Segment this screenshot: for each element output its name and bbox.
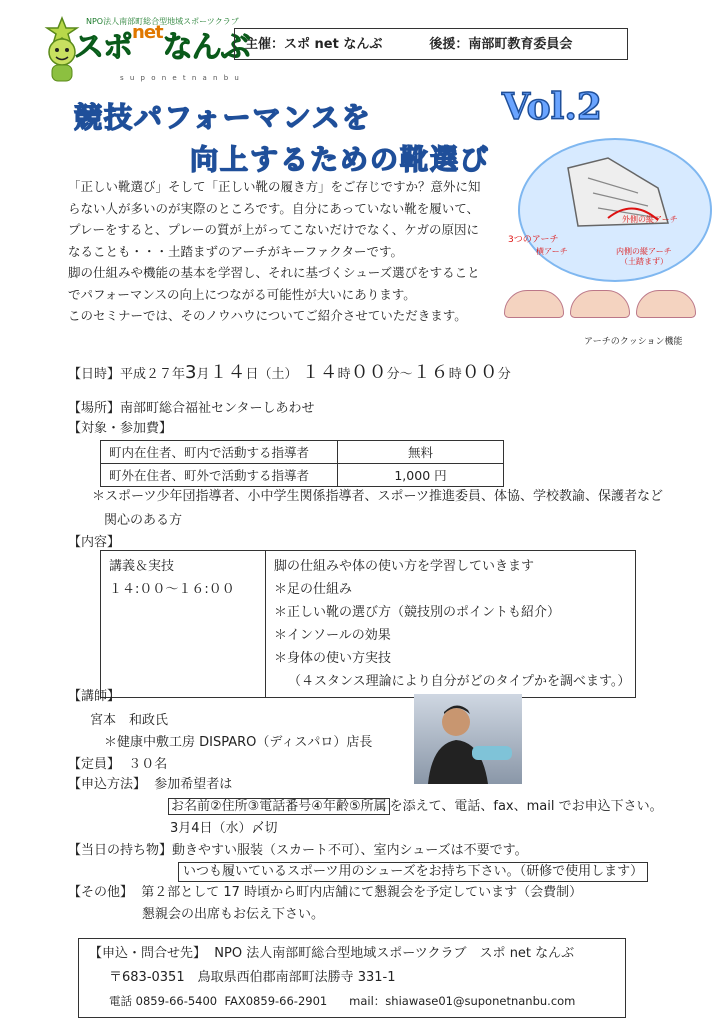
bring-row <box>68 842 528 860</box>
datetime-row: 【日時】平成２７年3月１４日（土） １４時００分～１６時００分 <box>68 362 511 383</box>
content-left-cell <box>101 551 266 698</box>
contact-address: 〒683-0351 鳥取県西伯郡南部町法勝寺 331-1 <box>109 970 396 985</box>
content-title: 講義＆実技 <box>109 559 175 574</box>
fee-target-cell: 町内在住者、町内で活動する指導者 <box>101 441 338 464</box>
content-time: １４:００～１６:００ <box>109 582 235 597</box>
title-line-1: 競技パフォーマンスを <box>74 101 372 134</box>
intro-line: でパフォーマンスの向上につながる可能性が大いにあります。 <box>68 286 416 302</box>
intro-line: 「正しい靴選び」そして「正しい靴の履き方」をご存じですか？意外に知 <box>68 179 481 194</box>
label-transverse-arch: 横アーチ <box>536 247 568 256</box>
other-text: 第２部として 17 時頃から町内店舗にて懇親会を予定しています（会費制） <box>141 885 583 900</box>
capacity-value: ３０名 <box>128 757 168 772</box>
contact-phone-fax <box>109 993 575 1009</box>
sponsor-text: 主催：スポ net なんぶ <box>245 37 383 52</box>
contact-heading <box>89 945 574 963</box>
lecturer-title: ＊健康中敷工房 DISPARO（ディスパロ）店長 <box>104 735 373 750</box>
foot-icon <box>636 290 696 318</box>
content-right-cell <box>266 551 636 698</box>
capacity-label: 【定員】 <box>68 757 121 772</box>
other-text-2: 懇親会の出席もお伝え下さい。 <box>142 907 325 922</box>
bring-text: 動きやすい服装（スカート不可）、室内シューズは不要です。 <box>172 843 528 858</box>
content-table <box>100 550 636 698</box>
contact-box <box>78 938 626 1018</box>
intro-line: プレーをすると、プレーの質が上がってこないだけでなく、ケガの原因に <box>68 222 480 237</box>
title-line-2: 向上するための靴選び <box>190 143 491 176</box>
apply-intro: 参加希望者は <box>154 777 233 792</box>
fee-amount-cell: 無料 <box>338 441 504 464</box>
contact-label: 【申込・問合せ先】 <box>89 946 207 961</box>
list-item: ＊身体の使い方実技 <box>274 651 392 666</box>
venue-value: 南部町総合福祉センターしあわせ <box>120 401 315 416</box>
lecturer-label: 【講師】 <box>68 689 121 704</box>
intro-line: このセミナーでは、そのノウハウについてご紹介させていただきます。 <box>68 308 467 323</box>
venue-label: 【場所】 <box>68 401 121 416</box>
table-row <box>101 551 636 698</box>
contact-fax: FAX0859-66-2901 <box>224 994 328 1008</box>
logo-wordmark: スポ$^{net}$なんぶ <box>74 22 250 65</box>
foot-icon <box>570 290 630 318</box>
intro-line: 脚の仕組みや機能の基本を学習し、それに基づくシューズ選びをすること <box>68 265 480 280</box>
bring-shoes-note: いつも履いているスポーツ用のシューズをお持ち下さい。（研修で使用します） <box>178 862 648 882</box>
other-label: 【その他】 <box>68 885 134 900</box>
foot-arch-diagram <box>518 138 712 282</box>
apply-method: を添えて、電話、fax、mail でお申込下さい。 <box>389 799 663 814</box>
apply-required-fields: お名前②住所③電話番号④年齢⑤所属 <box>168 798 390 815</box>
label-medial-arch-sub: （土踏まず） <box>620 257 668 266</box>
lecturer-photo <box>414 694 522 784</box>
fee-amount-cell: 1,000 円 <box>338 464 504 487</box>
label-lateral-arch: 外側の縦アーチ <box>622 215 678 224</box>
fees-note: ＊スポーツ少年団指導者、小中学生関係指導者、スポーツ推進委員、体協、学校教諭、保護者など <box>92 489 663 504</box>
apply-label: 【申込方法】 <box>68 777 147 792</box>
logo-roman: s u p o n e t n a n b u <box>120 74 241 82</box>
label-three-arches: 3つのアーチ <box>508 235 559 245</box>
diagram-caption: アーチのクッション機能 <box>584 337 683 347</box>
contact-phone: 電話 0859-66-5400 <box>109 994 218 1008</box>
fees-note-cont: 関心のある方 <box>104 513 183 528</box>
bring-label: 【当日の持ち物】 <box>68 843 173 858</box>
list-item: ＊正しい靴の選び方（競技別のポイントも紹介） <box>274 605 561 620</box>
fee-target-cell: 町外在住者、町外で活動する指導者 <box>101 464 338 487</box>
content-label: 【内容】 <box>68 535 121 550</box>
apply-deadline: 3月4日（水）〆切 <box>170 821 278 836</box>
list-item: ＊足の仕組み <box>274 582 353 597</box>
intro-line: なることも・・・土踏まずのアーチがキーファクターです。 <box>68 243 404 259</box>
volume-label: Vol.2 <box>502 86 602 128</box>
logo-org-line: NPO法人南部町総合型地域スポーツクラブ <box>86 17 239 26</box>
capacity-row <box>68 756 167 774</box>
fees-label: 【対象・参加費】 <box>68 421 173 436</box>
support-text: 後援：南部町教育委員会 <box>429 37 573 52</box>
sponsor-box <box>234 28 628 60</box>
contact-mail: mail：shiawase01@suponetnanbu.com <box>349 994 576 1008</box>
lecturer-name: 宮本 和政氏 <box>90 713 169 728</box>
intro-paragraph <box>68 176 498 327</box>
table-row <box>101 464 504 487</box>
table-row <box>101 441 504 464</box>
label-medial-arch: 内側の縦アーチ <box>616 247 672 256</box>
fee-table <box>100 440 504 487</box>
other-row <box>68 884 582 902</box>
intro-line: らない人が多いのが実際のところです。自分にあっていない靴を履いて、 <box>68 200 480 216</box>
apply-row <box>68 776 232 794</box>
list-item: 脚の仕組みや体の使い方を学習していきます <box>274 559 535 574</box>
person-icon <box>414 694 522 784</box>
contact-org: NPO 法人南部町総合型地域スポーツクラブ スポ net なんぶ <box>214 946 575 961</box>
foot-icon <box>504 290 564 318</box>
list-item: ＊インソールの効果 <box>274 628 391 643</box>
venue-row <box>68 400 315 418</box>
list-item: （４スタンス理論により自分がどのタイプかを調べます。） <box>288 674 631 689</box>
apply-details <box>168 798 663 816</box>
